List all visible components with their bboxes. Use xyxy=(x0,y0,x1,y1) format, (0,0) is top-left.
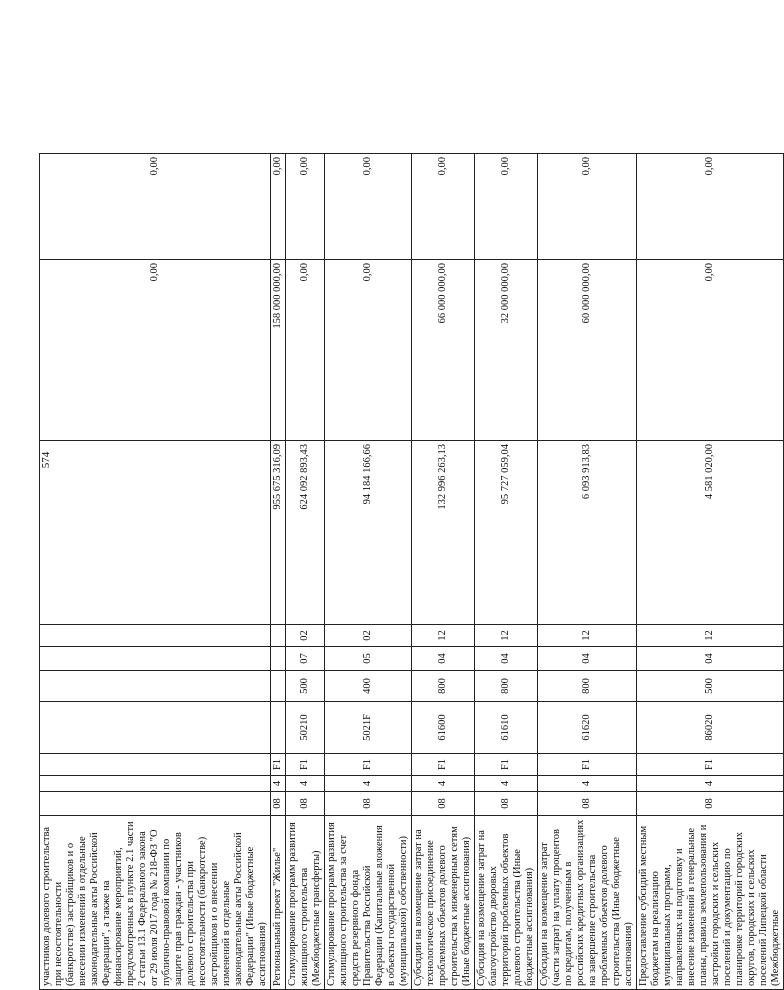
project-code-cell: F1 xyxy=(412,754,475,776)
section-code-cell: 08 xyxy=(637,792,784,816)
table-row xyxy=(475,154,538,990)
section-code-cell: 08 xyxy=(412,792,475,816)
project-code-cell: F1 xyxy=(271,754,286,776)
table-row xyxy=(271,154,286,990)
amount-year1-cell: 6 093 913,83 xyxy=(538,441,637,625)
program-code-cell: 4 xyxy=(286,776,325,792)
direction-code-cell xyxy=(271,702,286,754)
section-cell xyxy=(271,647,286,671)
section-code-cell: 08 xyxy=(286,792,325,816)
expense-type-cell: 800 xyxy=(538,671,637,702)
direction-code-cell: 86020 xyxy=(637,702,784,754)
amount-year2-cell: 32 000 000,00 xyxy=(475,260,538,441)
program-code-cell: 4 xyxy=(412,776,475,792)
amount-year1-cell: 94 184 166,66 xyxy=(325,441,412,625)
table-row xyxy=(412,154,475,990)
amount-year1-cell: 624 092 893,43 xyxy=(286,441,325,625)
direction-code-cell: 50210 xyxy=(286,702,325,754)
subsection-cell: 02 xyxy=(286,625,325,647)
amount-year3-cell: 0,00 xyxy=(286,154,325,260)
section-code-cell: 08 xyxy=(475,792,538,816)
page-number: 574 xyxy=(40,451,52,469)
program-code-cell: 4 xyxy=(538,776,637,792)
amount-year1-cell xyxy=(40,441,271,625)
row-name-cell: Предоставление субсидий местным бюджетам на реализацию муниципальных программ, направленных на подготовку и внесение изменений в генеральные планы, правила землепользования и застройки городских и сельских поселений и документацию по планировке территорий городских округов, городских и сельских поселений Липецкой области (Межбюджетные xyxy=(637,816,784,990)
row-name-cell: Субсидия на возмещение затрат на благоустройство дворовых территорий проблемных объектов долевого строительства (Иные бюджетные ассигнования) xyxy=(475,816,538,990)
direction-code-cell: 61620 xyxy=(538,702,637,754)
budget-table xyxy=(39,153,784,990)
row-name-cell: Субсидии на возмещение затрат (части затрат) на уплату процентов по кредитам, полученным в российских кредитных организациях на завершение строительства проблемных объектов долевого строительства (Иные бюджетные ассигнования) xyxy=(538,816,637,990)
section-cell: 04 xyxy=(412,647,475,671)
row-name-cell: Региональный проект "Жилье" xyxy=(271,816,286,990)
direction-code-cell: 61610 xyxy=(475,702,538,754)
subsection-cell: 02 xyxy=(325,625,412,647)
project-code-cell: F1 xyxy=(538,754,637,776)
amount-year3-cell: 0,00 xyxy=(475,154,538,260)
project-code-cell: F1 xyxy=(286,754,325,776)
subsection-cell xyxy=(271,625,286,647)
amount-year2-cell: 60 000 000,00 xyxy=(538,260,637,441)
row-name-cell: участников долевого строительства при несостоятельности (банкротстве) застройщиков и о внесении изменений в отдельные законодательные акты Российской Федерации", а также на финансирование мероприятий, предусмотренных в пункте 2.1 части 2 статьи 13.1 Федерального закона от 29 июля 2017 года № 218-ФЗ "О публично-правовой компании по защите прав граждан - участников долевого строительства при несостоятельности (банкротстве) застройщиков и о внесении изменений в отдельные законодательные акты Российской Федерации" (Иные бюджетные ассигнования) xyxy=(40,816,271,990)
amount-year1-cell: 955 675 316,09 xyxy=(271,441,286,625)
subsection-cell: 12 xyxy=(412,625,475,647)
amount-year2-cell: 0,00 xyxy=(325,260,412,441)
expense-type-cell: 500 xyxy=(286,671,325,702)
section-cell: 04 xyxy=(637,647,784,671)
amount-year3-cell: 0,00 xyxy=(271,154,286,260)
expense-type-cell xyxy=(271,671,286,702)
project-code-cell xyxy=(40,754,271,776)
section-cell: 04 xyxy=(475,647,538,671)
program-code-cell: 4 xyxy=(325,776,412,792)
rotated-table-container xyxy=(39,154,781,990)
subsection-cell: 12 xyxy=(637,625,784,647)
amount-year2-cell: 0,00 xyxy=(637,260,784,441)
section-cell: 05 xyxy=(325,647,412,671)
direction-code-cell: 61600 xyxy=(412,702,475,754)
program-code-cell: 4 xyxy=(271,776,286,792)
expense-type-cell xyxy=(40,671,271,702)
section-cell xyxy=(40,647,271,671)
table-row xyxy=(286,154,325,990)
table-row xyxy=(538,154,637,990)
project-code-cell: F1 xyxy=(325,754,412,776)
table-row xyxy=(325,154,412,990)
amount-year1-cell: 95 727 059,04 xyxy=(475,441,538,625)
subsection-cell xyxy=(40,625,271,647)
section-code-cell: 08 xyxy=(271,792,286,816)
section-code-cell xyxy=(40,792,271,816)
amount-year3-cell: 0,00 xyxy=(637,154,784,260)
table-row xyxy=(637,154,784,990)
section-code-cell: 08 xyxy=(325,792,412,816)
amount-year2-cell: 158 000 000,00 xyxy=(271,260,286,441)
row-name-cell: Субсидии на возмещение затрат на технологическое присоединение проблемных объектов долевого строительства к инженерным сетям (Иные бюджетные ассигнования) xyxy=(412,816,475,990)
program-code-cell: 4 xyxy=(637,776,784,792)
amount-year3-cell: 0,00 xyxy=(325,154,412,260)
program-code-cell: 4 xyxy=(475,776,538,792)
direction-code-cell xyxy=(40,702,271,754)
section-code-cell: 08 xyxy=(538,792,637,816)
table-row xyxy=(40,154,271,990)
amount-year1-cell: 132 996 263,13 xyxy=(412,441,475,625)
amount-year3-cell: 0,00 xyxy=(538,154,637,260)
amount-year3-cell: 0,00 xyxy=(40,154,271,260)
program-code-cell xyxy=(40,776,271,792)
project-code-cell: F1 xyxy=(475,754,538,776)
expense-type-cell: 400 xyxy=(325,671,412,702)
direction-code-cell: 5021F xyxy=(325,702,412,754)
expense-type-cell: 800 xyxy=(475,671,538,702)
expense-type-cell: 800 xyxy=(412,671,475,702)
amount-year2-cell: 0,00 xyxy=(286,260,325,441)
amount-year1-cell: 4 581 020,00 xyxy=(637,441,784,625)
project-code-cell: F1 xyxy=(637,754,784,776)
section-cell: 04 xyxy=(538,647,637,671)
subsection-cell: 12 xyxy=(538,625,637,647)
section-cell: 07 xyxy=(286,647,325,671)
subsection-cell: 12 xyxy=(475,625,538,647)
expense-type-cell: 500 xyxy=(637,671,784,702)
amount-year2-cell: 0,00 xyxy=(40,260,271,441)
row-name-cell: Стимулирование программ развития жилищного строительства (Межбюджетные трансферты) xyxy=(286,816,325,990)
amount-year2-cell: 66 000 000,00 xyxy=(412,260,475,441)
row-name-cell: Стимулирование программ развития жилищного строительства за счет средств резервного фонда Правительства Российской Федерации (Капитальные вложения в объекты государственной (муниципальной) собственности) xyxy=(325,816,412,990)
amount-year3-cell: 0,00 xyxy=(412,154,475,260)
